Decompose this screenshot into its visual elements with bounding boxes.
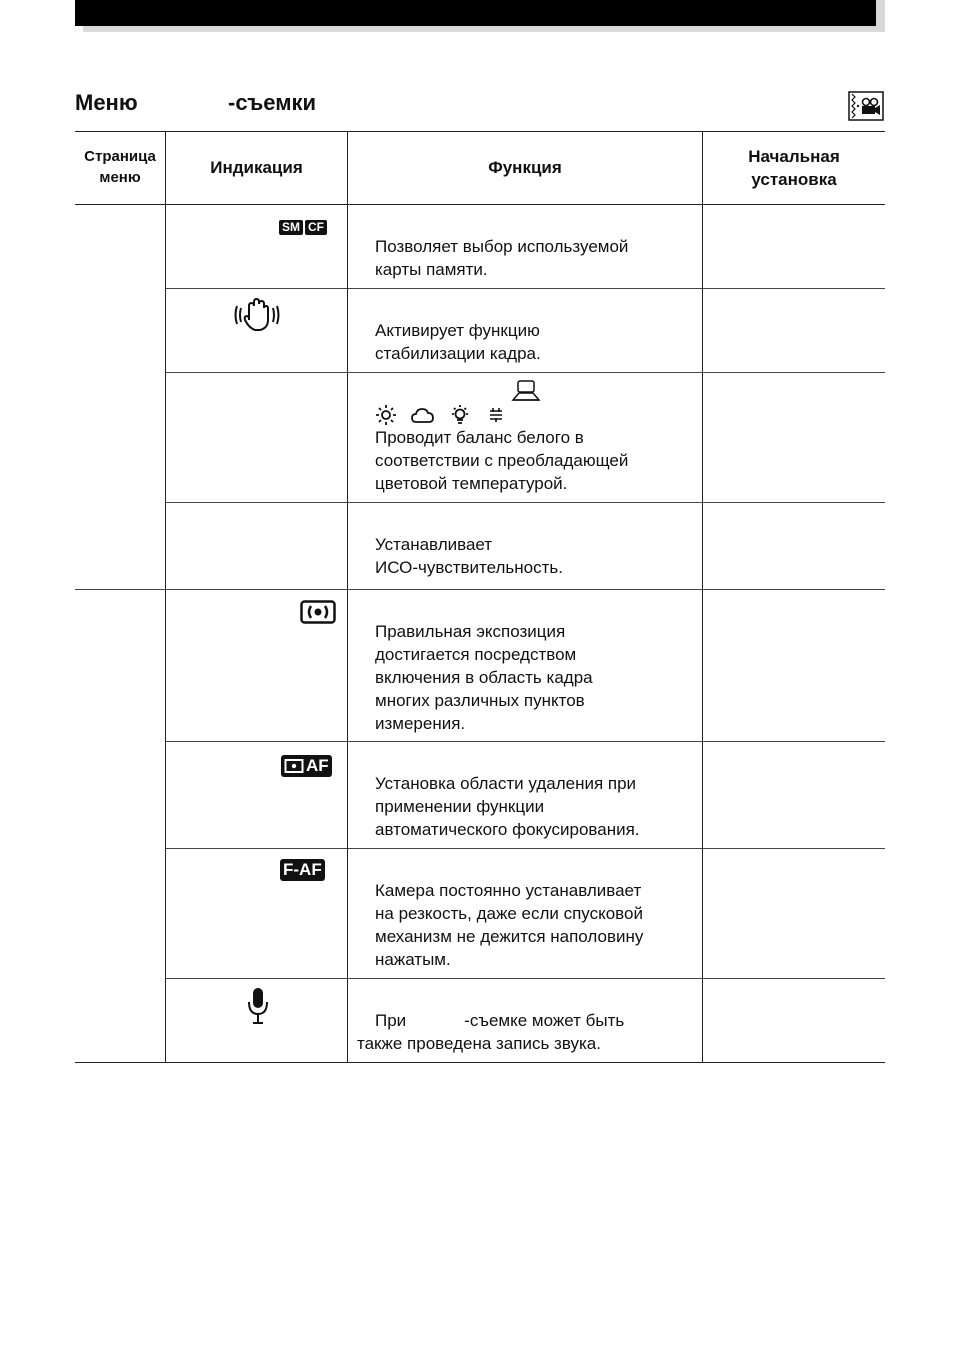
function-text: Правильная экспозиция достигается посредством включения в область кадра многих различных пунктов измерения. [375,622,593,733]
column-divider [165,131,166,1062]
table-header-border [75,204,885,205]
row-divider [166,502,885,503]
microphone-icon [247,987,269,1025]
function-text: Активирует функцию стабилизации кадра. [375,321,541,363]
function-text: Установка области удаления при применении функции автоматического фокусирования. [375,774,640,839]
table-top-border [75,131,885,132]
row-divider [166,741,885,742]
function-text: Проводит баланс белого в соответствии с преобладающей цветовой температурой. [375,428,629,493]
cloud-icon [411,404,435,426]
header-function: Функция [488,158,562,177]
header-page: Страница меню [84,148,156,186]
row-divider [166,848,885,849]
row-divider [166,372,885,373]
row-divider [75,589,885,590]
metering-icon [300,600,336,624]
tungsten-bulb-icon [449,404,471,426]
fluorescent-icon [485,404,507,426]
page-title-right: -съемки [228,90,317,115]
full-time-af-icon: F-AF [280,859,325,881]
header-indication: Индикация [210,158,303,177]
top-bar-shadow [83,26,885,32]
function-text: При -съемке может быть [375,1011,625,1030]
sun-icon [375,404,397,426]
row-divider [166,978,885,979]
top-bar [75,0,876,26]
page-title-left: Меню [75,90,138,115]
header-default: Начальная установка [748,147,840,189]
function-text: также проведена запись звука. [357,1034,601,1053]
card-select-icon: SM CF [277,218,327,236]
af-area-icon: AF [281,755,332,777]
column-divider [347,131,348,1062]
white-balance-auto-icon [511,380,541,402]
top-bar-shadow-right [876,0,885,32]
function-text: Позволяет выбор используемой карты памяти. [375,237,629,279]
table-bottom-border [75,1062,885,1063]
function-text: Камера постоянно устанавливает на резкость, даже если спусковой механизм не дежится наполовину нажатым. [375,881,644,969]
af-frame-icon [284,758,304,774]
function-text: Устанавливает ИСО-чувствительность. [375,535,563,577]
stabilizer-hand-icon [233,298,281,332]
white-balance-icons [375,404,507,426]
movie-mode-icon [848,91,884,121]
row-divider [166,288,885,289]
